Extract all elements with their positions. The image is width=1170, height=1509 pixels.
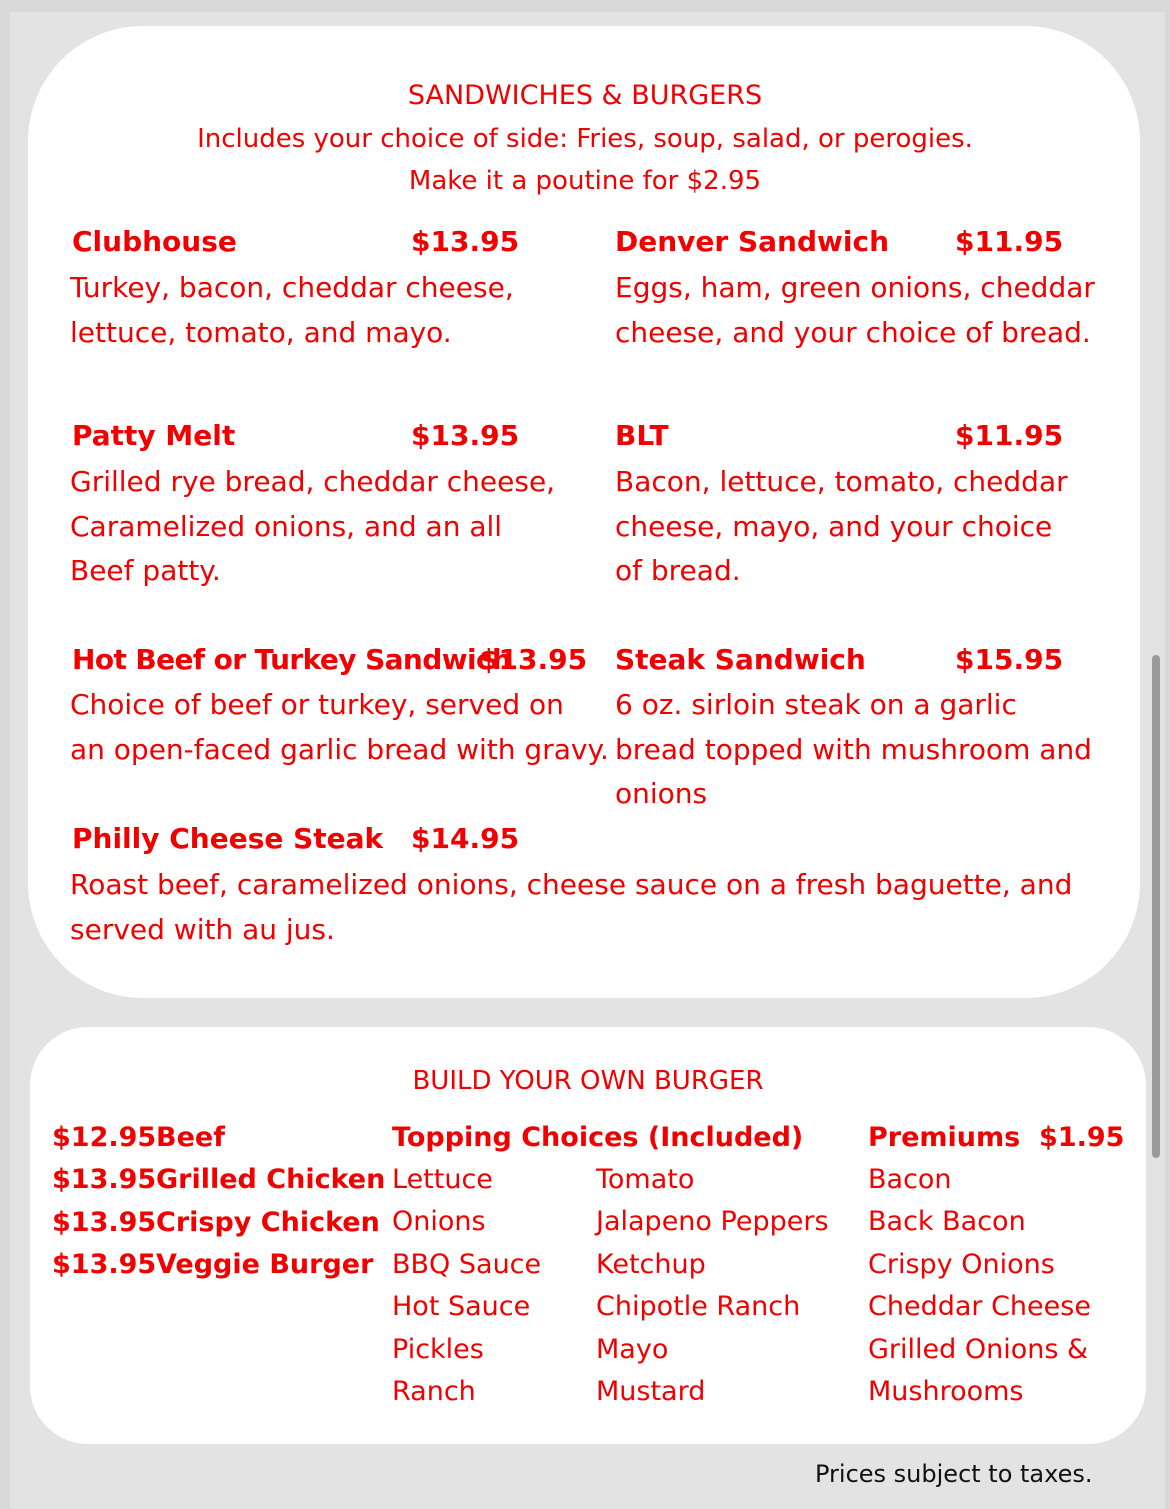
premium-item: Mushrooms xyxy=(868,1376,1024,1408)
section-title: SANDWICHES & BURGERS xyxy=(407,80,763,111)
burger-price: $13.95 xyxy=(52,1249,157,1281)
item-price-clubhouse: $13.95 xyxy=(411,225,520,258)
topping-item: Ranch xyxy=(392,1376,476,1408)
topping-item: Ketchup xyxy=(596,1248,706,1280)
item-desc-hot-beef: Choice of beef or turkey, served on an open-faced garlic bread with gravy. xyxy=(70,688,609,766)
topping-item: Chipotle Ranch xyxy=(596,1291,801,1323)
burger-price: $13.95 xyxy=(52,1164,157,1196)
burger-name: Veggie Burger xyxy=(156,1249,374,1281)
item-price-philly: $14.95 xyxy=(411,822,520,855)
toppings-heading: Topping Choices (Included) xyxy=(392,1122,804,1153)
topping-item: Onions xyxy=(392,1206,486,1238)
toppings-list-1 xyxy=(392,1159,541,1413)
topping-item: Lettuce xyxy=(392,1164,493,1195)
burger-price: $12.95 xyxy=(52,1122,157,1153)
topping-item: Tomato xyxy=(596,1164,695,1195)
item-price-denver: $11.95 xyxy=(955,225,1064,258)
section-subtitle-poutine: Make it a poutine for $2.95 xyxy=(408,166,762,196)
topping-item: Mayo xyxy=(596,1333,669,1365)
topping-item: Jalapeno Peppers xyxy=(596,1206,829,1238)
taxes-note: Prices subject to taxes. xyxy=(815,1460,1093,1488)
burger-name-list xyxy=(156,1117,385,1287)
item-name-philly: Philly Cheese Steak xyxy=(72,822,384,855)
item-price-hot-beef: $13.95 xyxy=(479,643,588,676)
premiums-label: Premiums xyxy=(868,1122,1021,1153)
item-desc-clubhouse: Turkey, bacon, cheddar cheese, lettuce, tomato, and mayo. xyxy=(70,271,514,349)
topping-item: Mustard xyxy=(596,1376,706,1408)
premiums-heading xyxy=(868,1117,1124,1159)
item-name-blt: BLT xyxy=(615,419,669,452)
item-desc-blt: Bacon, lettuce, tomato, cheddar cheese, mayo, and your choice of bread. xyxy=(615,465,1068,587)
premium-item: Crispy Onions xyxy=(868,1248,1055,1280)
item-name-patty-melt: Patty Melt xyxy=(72,419,236,452)
item-desc-philly: Roast beef, caramelized onions, cheese sauce on a fresh baguette, and served with au jus. xyxy=(70,868,1073,946)
burger-name: Crispy Chicken xyxy=(156,1206,380,1238)
premium-item: Bacon xyxy=(868,1164,952,1195)
item-name-steak: Steak Sandwich xyxy=(615,643,866,676)
item-price-patty-melt: $13.95 xyxy=(411,419,520,452)
section-subtitle-sides: Includes your choice of side: Fries, soup, salad, or perogies. xyxy=(197,124,973,154)
build-burger-title: BUILD YOUR OWN BURGER xyxy=(412,1066,764,1096)
topping-item: Pickles xyxy=(392,1333,484,1365)
premiums-price: $1.95 xyxy=(1039,1122,1125,1153)
scrollbar-thumb[interactable] xyxy=(1152,655,1160,1158)
burger-name: Beef xyxy=(156,1122,225,1153)
burger-price-list xyxy=(52,1117,156,1287)
premium-item: Back Bacon xyxy=(868,1206,1026,1238)
item-name-clubhouse: Clubhouse xyxy=(72,225,237,258)
item-price-steak: $15.95 xyxy=(955,643,1064,676)
item-price-blt: $11.95 xyxy=(955,419,1064,452)
premium-item: Cheddar Cheese xyxy=(868,1291,1091,1323)
item-name-denver: Denver Sandwich xyxy=(615,225,889,258)
item-desc-denver: Eggs, ham, green onions, cheddar cheese, and your choice of bread. xyxy=(615,271,1095,349)
burger-name: Grilled Chicken xyxy=(156,1164,386,1196)
item-desc-patty-melt: Grilled rye bread, cheddar cheese, Caramelized onions, and an all Beef patty. xyxy=(70,465,556,587)
burger-price: $13.95 xyxy=(52,1206,157,1238)
premium-item: Grilled Onions & xyxy=(868,1333,1089,1365)
toppings-list-2 xyxy=(596,1159,829,1413)
topping-item: BBQ Sauce xyxy=(392,1248,542,1280)
topping-item: Hot Sauce xyxy=(392,1291,531,1323)
item-desc-steak: 6 oz. sirloin steak on a garlic bread topped with mushroom and onions xyxy=(615,688,1092,810)
item-name-hot-beef: Hot Beef or Turkey Sandwich xyxy=(72,643,512,676)
premiums-list xyxy=(868,1159,1091,1413)
